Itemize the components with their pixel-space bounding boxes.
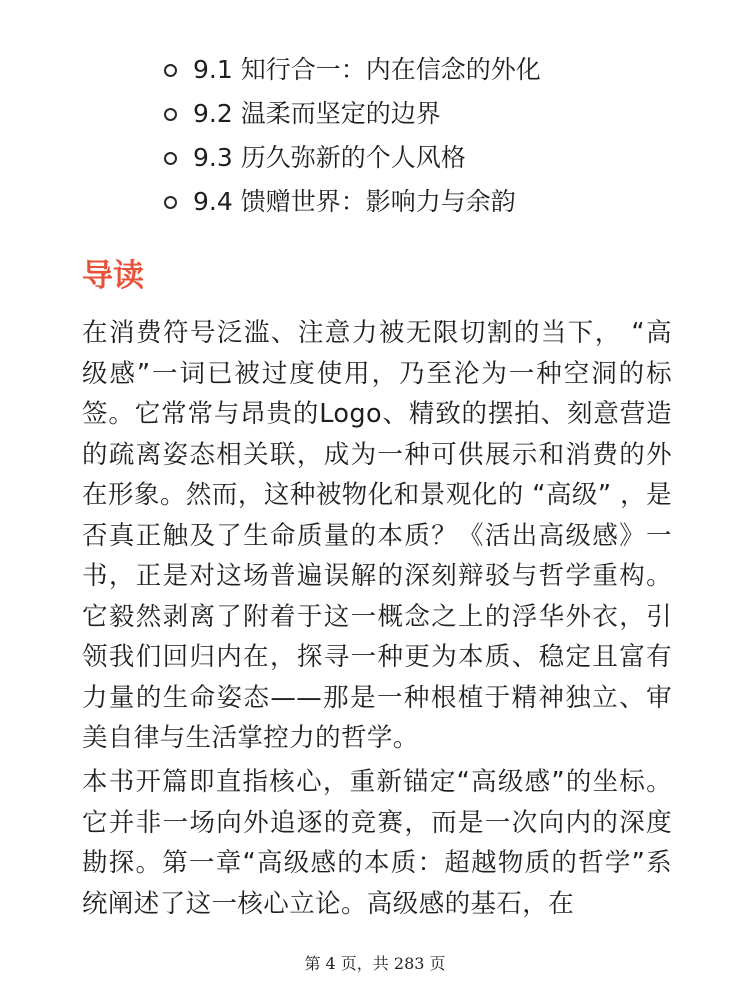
hollow-circle-bullet-icon [164,152,177,165]
toc-item-label: 9.1 知行合一：内在信念的外化 [193,55,541,84]
toc-item [160,48,541,92]
hollow-circle-bullet-icon [164,64,177,77]
toc-item-label: 9.4 馈赠世界：影响力与余韵 [193,187,516,216]
toc-item-label: 9.3 历久弥新的个人风格 [193,143,466,172]
page-number-footer: 第 4 页，共 283 页 [304,954,446,973]
body-paragraph: 本书开篇即直指核心，重新锚定“高级感”的坐标。它并非一场向外追逐的竞赛，而是一次向内的深度勘探。第一章“高级感的本质：超越物质的哲学”系统阐述了这一核心立论。高级感的基石，在 [82,767,672,919]
hollow-circle-bullet-icon [164,108,177,121]
table-of-contents [160,48,541,224]
body-paragraph: 在消费符号泛滥、注意力被无限切割的当下， “高级感”一词已被过度使用，乃至沦为一种空洞的标签。它常常与昂贵的Logo、精致的摆拍、刻意营造的疏离姿态相关联，成为一种可供展示和消费的外在形象。然而，这种被物化和景观化的 “高级” ，是否真正触及了生命质量的本质？《活出高级感》一书，正是对这场普遍误解的深刻辩驳与哲学重构。它毅然剥离了附着于这一概念之上的浮华外衣，引领我们回归内在，探寻一种更为本质、稳定且富有力量的生命姿态——那是一种根植于精神独立、审美自律与生活掌控力的哲学。 [82,318,672,753]
section-heading: 导读 [82,258,144,294]
toc-item [160,92,541,136]
toc-item [160,136,541,180]
toc-item [160,180,541,224]
toc-item-label: 9.2 温柔而坚定的边界 [193,99,441,128]
hollow-circle-bullet-icon [164,196,177,209]
